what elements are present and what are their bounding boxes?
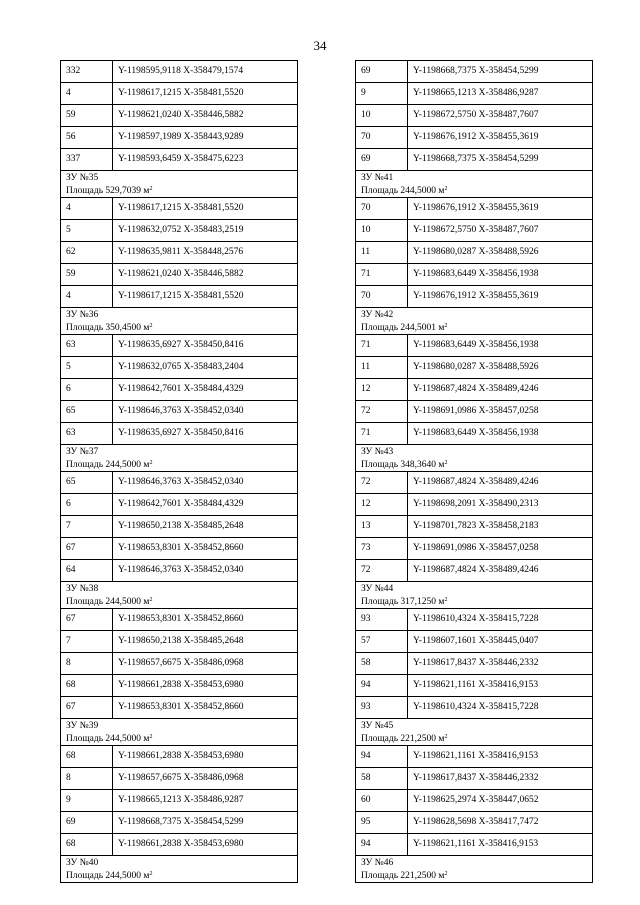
parcel-area-text: Площадь 244,5000 м	[361, 185, 445, 196]
point-coordinates: Y-1198610,4324 X-358415,7228	[408, 609, 593, 631]
point-coordinates: Y-1198676,1912 X-358455,3619	[408, 127, 593, 149]
parcel-title: ЗУ №46	[361, 857, 394, 868]
point-coordinates: Y-1198625,2974 X-358447,0652	[408, 790, 593, 812]
point-number: 58	[356, 768, 408, 790]
parcel-area-text: Площадь 348,3640 м	[361, 459, 445, 470]
point-number: 7	[61, 516, 113, 538]
point-coordinates: Y-1198661,2838 X-358453,6980	[113, 746, 298, 768]
point-coordinates: Y-1198650,2138 X-358485,2648	[113, 631, 298, 653]
point-number: 70	[356, 198, 408, 220]
table-row	[61, 472, 298, 494]
point-number: 56	[61, 127, 113, 149]
point-number: 70	[356, 127, 408, 149]
point-number: 68	[61, 746, 113, 768]
point-number: 72	[356, 401, 408, 423]
area-unit-superscript: 2	[444, 733, 448, 740]
point-coordinates: Y-1198653,8301 X-358452,8660	[113, 609, 298, 631]
parcel-title: ЗУ №41	[361, 172, 394, 183]
point-coordinates: Y-1198691,0986 X-358457,0258	[408, 538, 593, 560]
table-row	[61, 105, 298, 127]
point-coordinates: Y-1198628,5698 X-358417,7472	[408, 812, 593, 834]
point-coordinates: Y-1198617,1215 X-358481,5520	[113, 286, 298, 308]
parcel-title: ЗУ №44	[361, 583, 394, 594]
table-row	[356, 286, 593, 308]
coordinates-table-right	[355, 60, 593, 883]
point-coordinates: Y-1198668,7375 X-358454,5299	[408, 61, 593, 83]
table-row	[61, 812, 298, 834]
point-number: 332	[61, 61, 113, 83]
point-coordinates: Y-1198691,0986 X-358457,0258	[408, 401, 593, 423]
point-coordinates: Y-1198683,6449 X-358456,1938	[408, 264, 593, 286]
parcel-area	[66, 595, 297, 608]
point-number: 73	[356, 538, 408, 560]
table-row	[61, 149, 298, 171]
table-row	[61, 697, 298, 719]
point-number: 13	[356, 516, 408, 538]
point-number: 8	[61, 653, 113, 675]
point-number: 8	[61, 768, 113, 790]
parcel-header	[61, 171, 298, 198]
point-coordinates: Y-1198657,6675 X-358486,0968	[113, 653, 298, 675]
point-number: 6	[61, 494, 113, 516]
point-coordinates: Y-1198635,6927 X-358450,8416	[113, 423, 298, 445]
parcel-title: ЗУ №45	[361, 720, 394, 731]
point-number: 58	[356, 653, 408, 675]
parcel-title: ЗУ №38	[66, 583, 99, 594]
point-number: 69	[61, 812, 113, 834]
table-row	[356, 675, 593, 697]
point-coordinates: Y-1198668,7375 X-358454,5299	[408, 149, 593, 171]
point-coordinates: Y-1198646,3763 X-358452,0340	[113, 560, 298, 582]
point-number: 9	[61, 790, 113, 812]
point-coordinates: Y-1198698,2091 X-358490,2313	[408, 494, 593, 516]
parcel-title: ЗУ №39	[66, 720, 99, 731]
parcel-area-text: Площадь 317,1250 м	[361, 596, 445, 607]
point-number: 4	[61, 286, 113, 308]
parcel-area-text: Площадь 529,7039 м	[66, 185, 150, 196]
point-coordinates: Y-1198617,1215 X-358481,5520	[113, 198, 298, 220]
point-coordinates: Y-1198650,2138 X-358485,2648	[113, 516, 298, 538]
table-row	[61, 401, 298, 423]
table-row	[356, 83, 593, 105]
point-number: 68	[61, 675, 113, 697]
point-coordinates: Y-1198642,7601 X-358484,4329	[113, 494, 298, 516]
point-number: 59	[61, 105, 113, 127]
point-number: 94	[356, 746, 408, 768]
table-row	[61, 83, 298, 105]
point-number: 5	[61, 357, 113, 379]
point-number: 10	[356, 220, 408, 242]
parcel-area-text: Площадь 244,5000 м	[66, 459, 150, 470]
point-coordinates: Y-1198653,8301 X-358452,8660	[113, 538, 298, 560]
point-number: 4	[61, 83, 113, 105]
parcel-header	[356, 171, 593, 198]
point-coordinates: Y-1198701,7823 X-358458,2183	[408, 516, 593, 538]
parcel-area	[361, 595, 592, 608]
point-coordinates: Y-1198661,2838 X-358453,6980	[113, 834, 298, 856]
table-row	[356, 335, 593, 357]
table-row	[61, 746, 298, 768]
table-row	[61, 335, 298, 357]
point-number: 11	[356, 242, 408, 264]
point-coordinates: Y-1198646,3763 X-358452,0340	[113, 401, 298, 423]
parcel-header	[356, 719, 593, 746]
parcel-header-row	[61, 171, 298, 198]
table-row	[356, 264, 593, 286]
parcel-title: ЗУ №35	[66, 172, 99, 183]
point-coordinates: Y-1198676,1912 X-358455,3619	[408, 286, 593, 308]
point-number: 69	[356, 61, 408, 83]
point-coordinates: Y-1198646,3763 X-358452,0340	[113, 472, 298, 494]
point-coordinates: Y-1198593,6459 X-358475,6223	[113, 149, 298, 171]
point-coordinates: Y-1198661,2838 X-358453,6980	[113, 675, 298, 697]
table-row	[356, 472, 593, 494]
point-number: 95	[356, 812, 408, 834]
area-unit-superscript: 2	[149, 596, 153, 603]
table-row	[61, 560, 298, 582]
parcel-header-row	[356, 856, 593, 883]
parcel-area-text: Площадь 221,2500 м	[361, 870, 445, 881]
parcel-header-row	[61, 308, 298, 335]
area-unit-superscript: 2	[149, 459, 153, 466]
point-number: 69	[356, 149, 408, 171]
point-number: 59	[61, 264, 113, 286]
area-unit-superscript: 2	[444, 596, 448, 603]
point-number: 65	[61, 401, 113, 423]
point-number: 71	[356, 423, 408, 445]
area-unit-superscript: 2	[444, 185, 448, 192]
parcel-header	[61, 308, 298, 335]
point-coordinates: Y-1198657,6675 X-358486,0968	[113, 768, 298, 790]
point-number: 12	[356, 494, 408, 516]
point-coordinates: Y-1198676,1912 X-358455,3619	[408, 198, 593, 220]
table-row	[356, 697, 593, 719]
parcel-header-row	[356, 171, 593, 198]
area-unit-superscript: 2	[444, 459, 448, 466]
point-coordinates: Y-1198610,4324 X-358415,7228	[408, 697, 593, 719]
point-coordinates: Y-1198632,0752 X-358483,2519	[113, 220, 298, 242]
parcel-header-row	[61, 719, 298, 746]
point-coordinates: Y-1198683,6449 X-358456,1938	[408, 423, 593, 445]
parcel-header-row	[356, 582, 593, 609]
point-number: 72	[356, 472, 408, 494]
point-number: 65	[61, 472, 113, 494]
area-unit-superscript: 2	[149, 185, 153, 192]
table-row	[61, 286, 298, 308]
point-number: 94	[356, 834, 408, 856]
parcel-header-row	[356, 719, 593, 746]
parcel-header-row	[61, 856, 298, 883]
point-coordinates: Y-1198632,0765 X-358483,2404	[113, 357, 298, 379]
table-row	[356, 834, 593, 856]
point-coordinates: Y-1198653,8301 X-358452,8660	[113, 697, 298, 719]
table-row	[356, 746, 593, 768]
table-row	[356, 423, 593, 445]
point-coordinates: Y-1198672,5750 X-358487,7607	[408, 105, 593, 127]
table-row	[61, 494, 298, 516]
page-number: 34	[313, 38, 327, 53]
parcel-area	[66, 732, 297, 745]
parcel-header	[356, 308, 593, 335]
table-row	[356, 242, 593, 264]
point-coordinates: Y-1198621,0240 X-358446,5882	[113, 264, 298, 286]
point-coordinates: Y-1198687,4824 X-358489,4246	[408, 379, 593, 401]
table-row	[61, 423, 298, 445]
parcel-area	[66, 458, 297, 471]
table-row	[356, 149, 593, 171]
parcel-header-row	[61, 582, 298, 609]
parcel-area	[361, 732, 592, 745]
point-number: 10	[356, 105, 408, 127]
table-row	[356, 105, 593, 127]
point-coordinates: Y-1198687,4824 X-358489,4246	[408, 560, 593, 582]
table-row	[61, 790, 298, 812]
point-number: 71	[356, 264, 408, 286]
point-coordinates: Y-1198621,1161 X-358416,9153	[408, 834, 593, 856]
point-coordinates: Y-1198617,8437 X-358446,2332	[408, 768, 593, 790]
point-number: 68	[61, 834, 113, 856]
point-number: 72	[356, 560, 408, 582]
table-row	[61, 538, 298, 560]
point-coordinates: Y-1198635,6927 X-358450,8416	[113, 335, 298, 357]
table-row	[356, 653, 593, 675]
parcel-title: ЗУ №42	[361, 309, 394, 320]
point-coordinates: Y-1198668,7375 X-358454,5299	[113, 812, 298, 834]
table-row	[61, 264, 298, 286]
table-row	[356, 790, 593, 812]
parcel-header	[61, 719, 298, 746]
table-row	[356, 401, 593, 423]
parcel-header-row	[356, 308, 593, 335]
point-coordinates: Y-1198621,1161 X-358416,9153	[408, 675, 593, 697]
point-coordinates: Y-1198617,8437 X-358446,2332	[408, 653, 593, 675]
parcel-header	[61, 856, 298, 883]
point-number: 337	[61, 149, 113, 171]
table-row	[356, 61, 593, 83]
table-row	[61, 198, 298, 220]
table-row	[61, 127, 298, 149]
table-row	[356, 631, 593, 653]
point-number: 4	[61, 198, 113, 220]
table-row	[61, 242, 298, 264]
parcel-title: ЗУ №36	[66, 309, 99, 320]
point-number: 7	[61, 631, 113, 653]
point-number: 60	[356, 790, 408, 812]
parcel-header	[356, 856, 593, 883]
point-number: 67	[61, 538, 113, 560]
point-coordinates: Y-1198687,4824 X-358489,4246	[408, 472, 593, 494]
parcel-area	[66, 184, 297, 197]
table-row	[356, 357, 593, 379]
parcel-area	[361, 869, 592, 882]
point-number: 93	[356, 697, 408, 719]
point-coordinates: Y-1198672,5750 X-358487,7607	[408, 220, 593, 242]
table-row	[61, 834, 298, 856]
point-number: 67	[61, 609, 113, 631]
point-coordinates: Y-1198665,1213 X-358486,9287	[408, 83, 593, 105]
table-row	[61, 61, 298, 83]
point-coordinates: Y-1198617,1215 X-358481,5520	[113, 83, 298, 105]
table-row	[61, 379, 298, 401]
table-row	[356, 812, 593, 834]
point-coordinates: Y-1198642,7601 X-358484,4329	[113, 379, 298, 401]
point-number: 63	[61, 423, 113, 445]
point-coordinates: Y-1198683,6449 X-358456,1938	[408, 335, 593, 357]
parcel-title: ЗУ №43	[361, 446, 394, 457]
point-number: 67	[61, 697, 113, 719]
table-row	[61, 609, 298, 631]
point-number: 63	[61, 335, 113, 357]
parcel-header	[356, 582, 593, 609]
parcel-area-text: Площадь 244,5000 м	[66, 870, 150, 881]
area-unit-superscript: 2	[149, 870, 153, 877]
point-number: 5	[61, 220, 113, 242]
parcel-header-row	[61, 445, 298, 472]
parcel-area	[361, 184, 592, 197]
table-row	[61, 675, 298, 697]
point-coordinates: Y-1198680,0287 X-358488,5926	[408, 242, 593, 264]
coordinates-table-left	[60, 60, 298, 883]
parcel-header	[61, 582, 298, 609]
point-coordinates: Y-1198621,0240 X-358446,5882	[113, 105, 298, 127]
point-number: 57	[356, 631, 408, 653]
parcel-area	[361, 321, 592, 334]
parcel-area	[66, 869, 297, 882]
parcel-area-text: Площадь 244,5000 м	[66, 733, 150, 744]
table-row	[61, 631, 298, 653]
point-number: 94	[356, 675, 408, 697]
parcel-area-text: Площадь 221,2500 м	[361, 733, 445, 744]
area-unit-superscript: 2	[149, 733, 153, 740]
point-coordinates: Y-1198680,0287 X-358488,5926	[408, 357, 593, 379]
parcel-area-text: Площадь 350,4500 м	[66, 322, 150, 333]
parcel-header-row	[356, 445, 593, 472]
point-number: 6	[61, 379, 113, 401]
point-coordinates: Y-1198635,9811 X-358448,2576	[113, 242, 298, 264]
point-number: 12	[356, 379, 408, 401]
table-row	[61, 768, 298, 790]
table-row	[61, 516, 298, 538]
point-number: 71	[356, 335, 408, 357]
point-coordinates: Y-1198595,9118 X-358479,1574	[113, 61, 298, 83]
table-row	[61, 220, 298, 242]
parcel-title: ЗУ №40	[66, 857, 99, 868]
point-coordinates: Y-1198607,1601 X-358445,0407	[408, 631, 593, 653]
table-row	[61, 653, 298, 675]
table-row	[356, 768, 593, 790]
table-row	[356, 198, 593, 220]
point-number: 64	[61, 560, 113, 582]
point-number: 70	[356, 286, 408, 308]
table-row	[61, 357, 298, 379]
parcel-title: ЗУ №37	[66, 446, 99, 457]
point-coordinates: Y-1198665,1213 X-358486,9287	[113, 790, 298, 812]
point-number: 93	[356, 609, 408, 631]
table-row	[356, 538, 593, 560]
area-unit-superscript: 2	[149, 322, 153, 329]
point-number: 9	[356, 83, 408, 105]
area-unit-superscript: 2	[444, 870, 448, 877]
table-row	[356, 379, 593, 401]
parcel-area	[66, 321, 297, 334]
parcel-area-text: Площадь 244,5001 м	[361, 322, 445, 333]
table-row	[356, 516, 593, 538]
parcel-area	[361, 458, 592, 471]
table-row	[356, 127, 593, 149]
point-coordinates: Y-1198621,1161 X-358416,9153	[408, 746, 593, 768]
parcel-header	[61, 445, 298, 472]
point-coordinates: Y-1198597,1989 X-358443,9289	[113, 127, 298, 149]
table-row	[356, 220, 593, 242]
point-number: 11	[356, 357, 408, 379]
table-row	[356, 609, 593, 631]
point-number: 62	[61, 242, 113, 264]
area-unit-superscript: 2	[444, 322, 448, 329]
parcel-header	[356, 445, 593, 472]
table-row	[356, 560, 593, 582]
table-row	[356, 494, 593, 516]
parcel-area-text: Площадь 244,5000 м	[66, 596, 150, 607]
